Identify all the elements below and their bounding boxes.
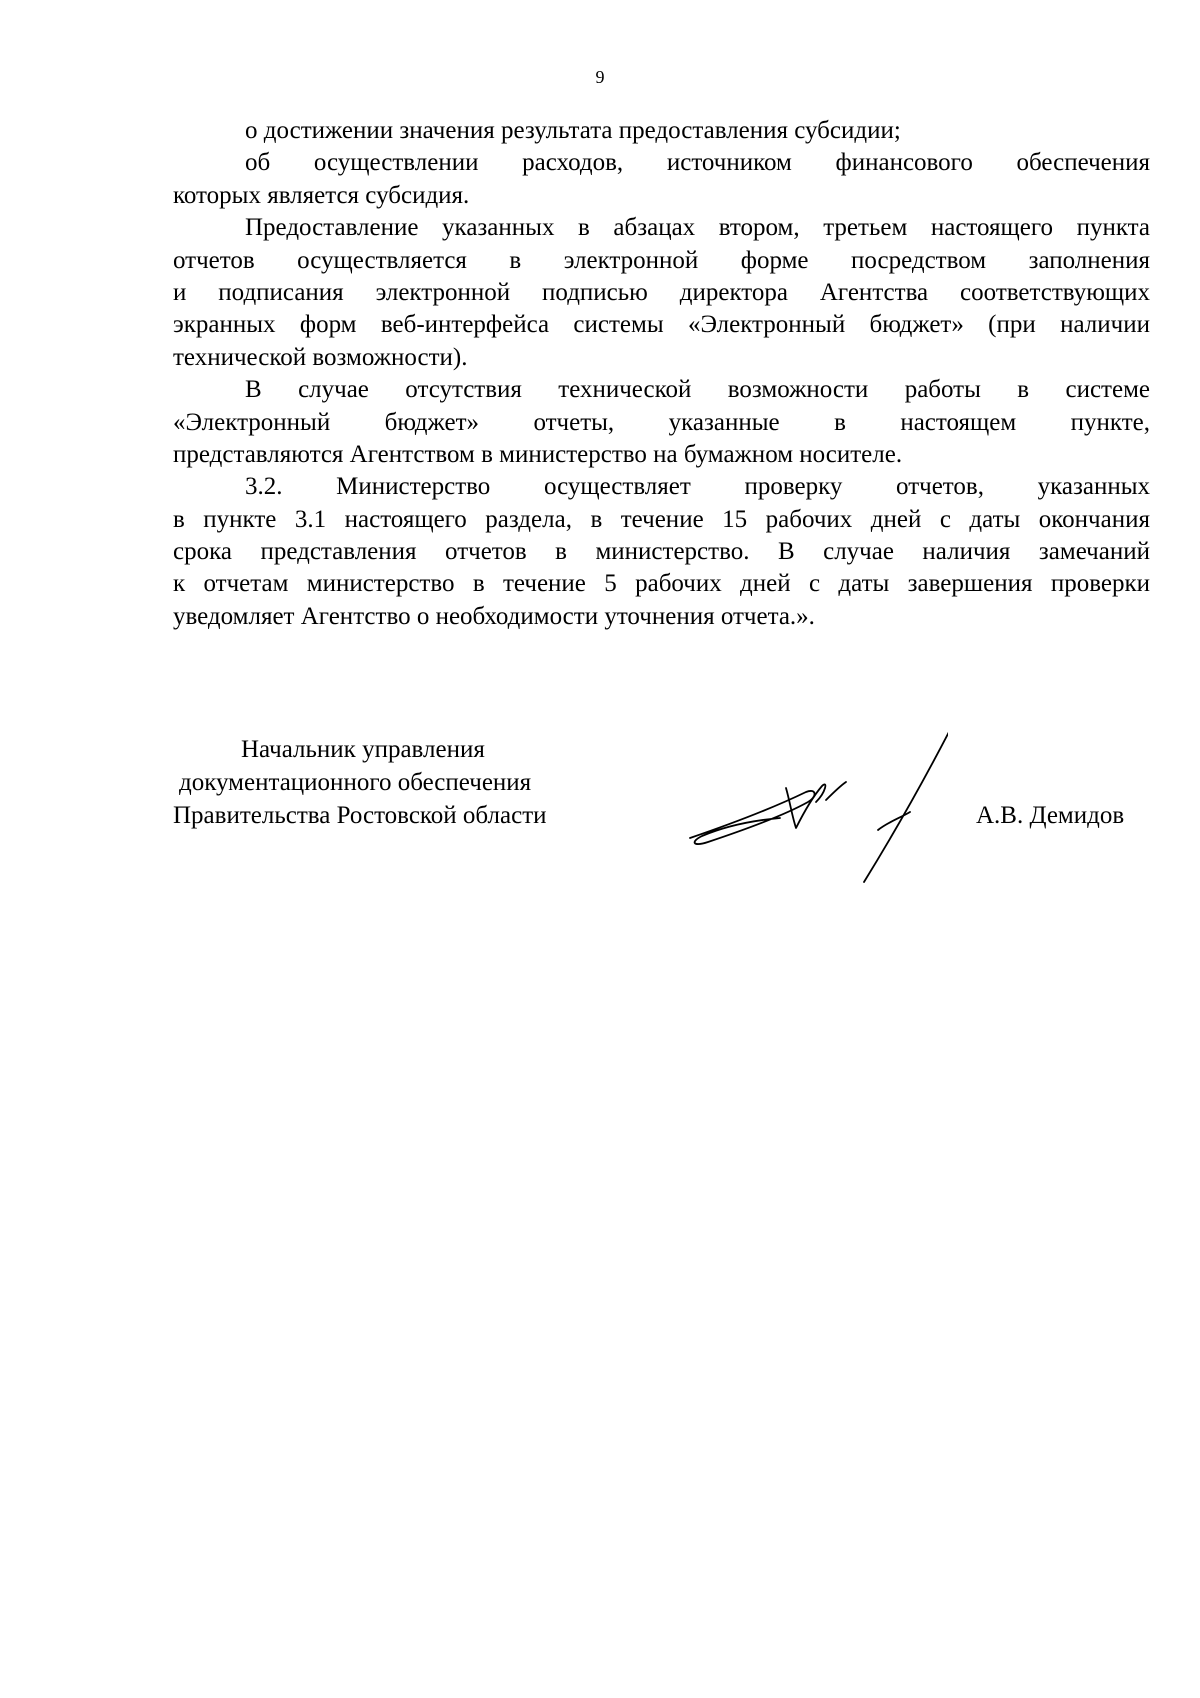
text-line: в пункте 3.1 настоящего раздела, в течение 15 рабочих дней с даты окончания — [173, 505, 1150, 533]
text-line: технической возможности). — [173, 343, 468, 371]
text-line: представляются Агентством в министерство на бумажном носителе. — [173, 440, 903, 468]
body-text — [173, 115, 1150, 633]
text-line: о достижении значения результата предоставления субсидии; — [245, 117, 901, 144]
signatory-title-line: Правительства Ростовской области — [173, 802, 547, 829]
text-line: отчетов осуществляется в электронной форме посредством заполнения — [173, 246, 1150, 274]
text-line: уведомляет Агентство о необходимости уточнения отчета.». — [173, 602, 815, 630]
text-line: к отчетам министерство в течение 5 рабочих дней с даты завершения проверки — [173, 570, 1150, 598]
handwritten-signature — [688, 730, 948, 890]
text-line: Предоставление указанных в абзацах втором, третьем настоящего пункта — [245, 214, 1150, 242]
text-line: В случае отсутствия технической возможности работы в системе — [245, 376, 1150, 404]
signatory-title-line: Начальник управления — [241, 736, 485, 763]
text-line: 3.2. Министерство осуществляет проверку отчетов, указанных — [245, 473, 1150, 501]
text-line: срока представления отчетов в министерство. В случае наличия замечаний — [173, 538, 1150, 566]
text-line: «Электронный бюджет» отчеты, указанные в настоящем пункте, — [173, 408, 1150, 436]
signatory-name: А.В. Демидов — [976, 802, 1125, 829]
page-number: 9 — [595, 67, 605, 87]
text-line: и подписания электронной подписью директора Агентства соответствующих — [173, 278, 1150, 306]
signatory-title-line: документационного обеспечения — [179, 769, 532, 796]
signature-block — [173, 734, 1150, 894]
text-line: экранных форм веб-интерфейса системы «Электронный бюджет» (при наличии — [173, 311, 1150, 339]
text-line: которых является субсидия. — [173, 181, 470, 209]
text-line: об осуществлении расходов, источником финансового обеспечения — [245, 149, 1150, 177]
